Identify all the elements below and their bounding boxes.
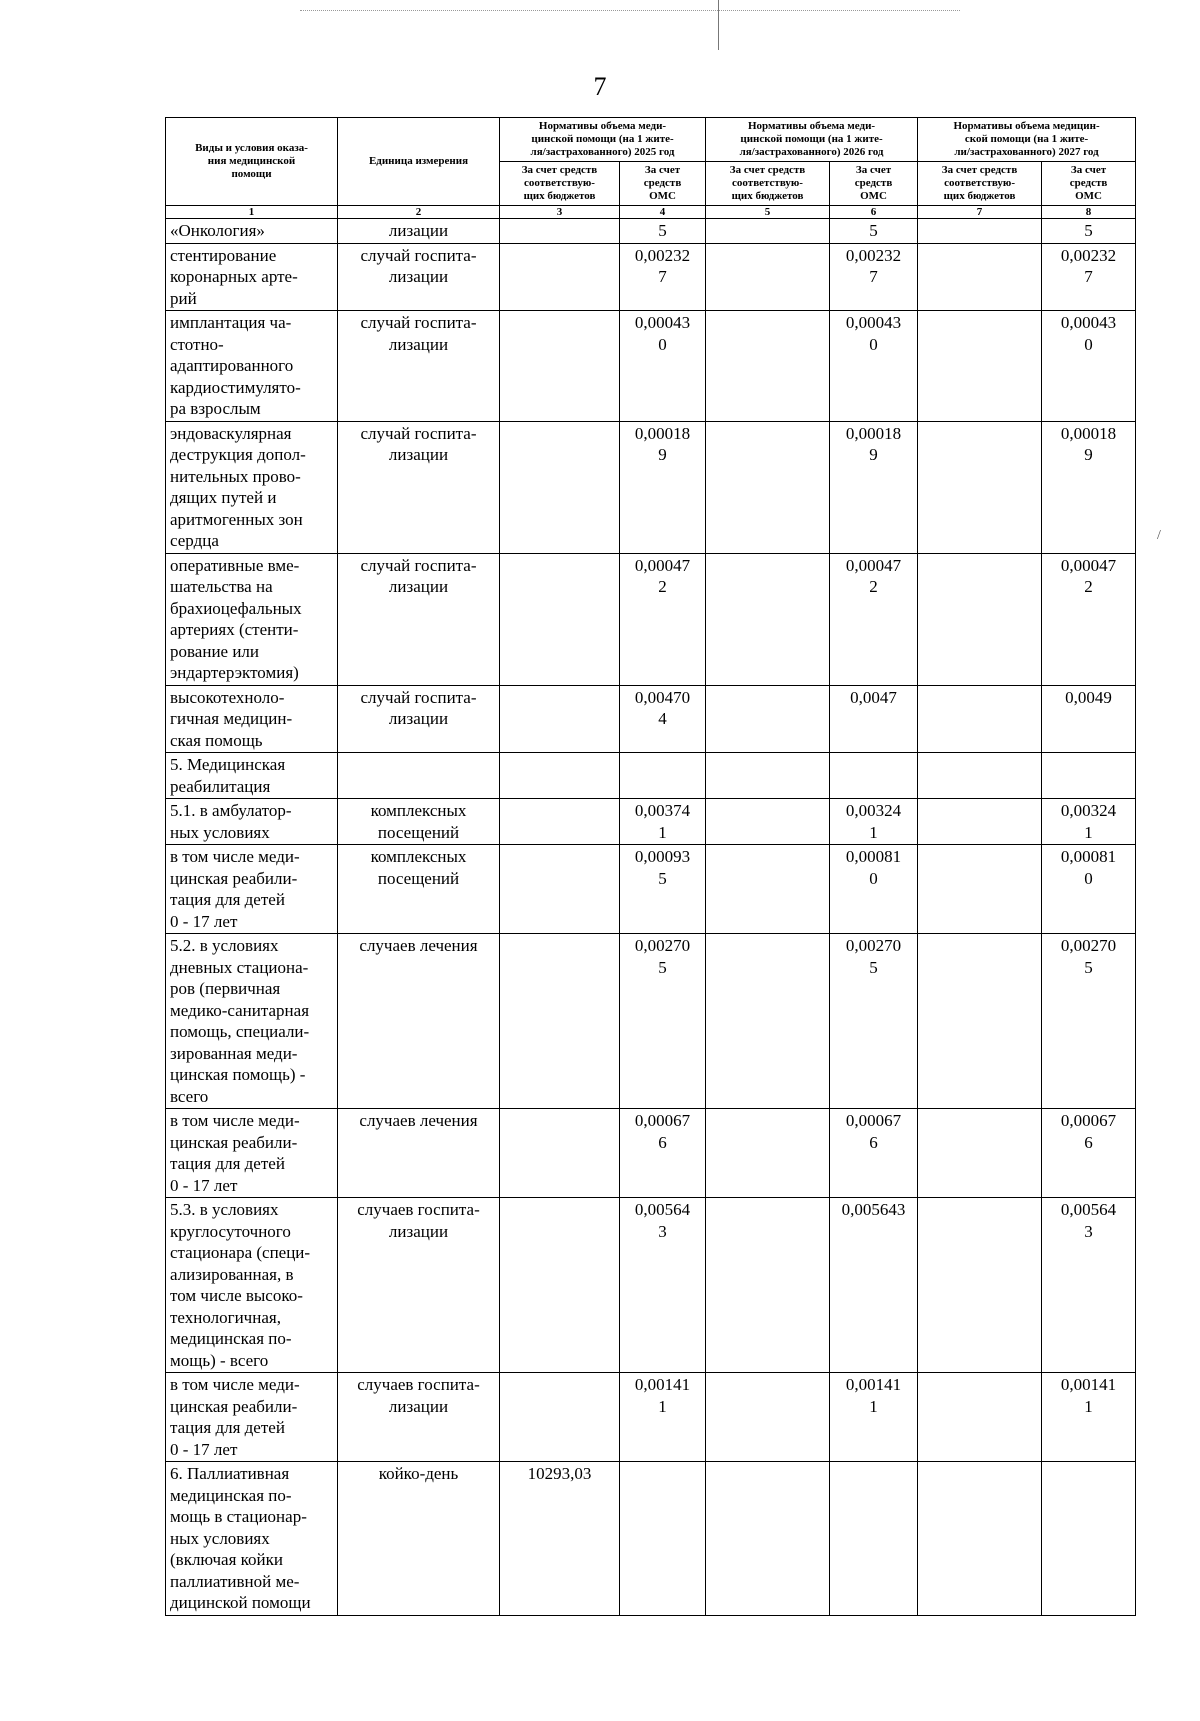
- table-row: [166, 219, 1136, 244]
- row-name-cell: оперативные вме- шательства на брахиоцефальных артериях (стенти- рование или эндартерэктомия): [166, 553, 338, 685]
- row-unit-cell: случай госпита- лизации: [338, 243, 500, 311]
- column-number: 1: [166, 206, 338, 219]
- row-name-cell: «Онкология»: [166, 219, 338, 244]
- budget-2026-cell: [706, 799, 830, 845]
- budget-2026-cell: [706, 685, 830, 753]
- header-unit: Единица измерения: [338, 118, 500, 206]
- row-unit-cell: комплексных посещений: [338, 845, 500, 934]
- row-unit-cell: случаев госпита- лизации: [338, 1373, 500, 1462]
- oms-2026-cell: 0,00232 7: [830, 243, 918, 311]
- table-row: [166, 753, 1136, 799]
- budget-2027-cell: [918, 1198, 1042, 1373]
- row-name-cell: эндоваскулярная деструкция допол- нительных прово- дящих путей и аритмогенных зон сердца: [166, 421, 338, 553]
- table-row: [166, 311, 1136, 422]
- row-name-cell: в том числе меди- цинская реабили- тация для детей 0 - 17 лет: [166, 1109, 338, 1198]
- table-row: [166, 799, 1136, 845]
- oms-2025-cell: 0,00018 9: [620, 421, 706, 553]
- header-group-2026: Нормативы объема меди- цинской помощи (на 1 жите- ля/застрахованного) 2026 год: [706, 118, 918, 162]
- oms-2026-cell: 0,00047 2: [830, 553, 918, 685]
- budget-2025-cell: [500, 553, 620, 685]
- page-number: 7: [593, 72, 607, 101]
- oms-2027-cell: 0,00324 1: [1042, 799, 1136, 845]
- budget-2026-cell: [706, 421, 830, 553]
- budget-2027-cell: [918, 934, 1042, 1109]
- oms-2026-cell: 0,00043 0: [830, 311, 918, 422]
- budget-2025-cell: [500, 311, 620, 422]
- budget-2025-cell: [500, 753, 620, 799]
- budget-2026-cell: [706, 553, 830, 685]
- header-oms-2025: За счет средств ОМС: [620, 162, 706, 206]
- row-unit-cell: случаев госпита- лизации: [338, 1198, 500, 1373]
- oms-2027-cell: 0,00270 5: [1042, 934, 1136, 1109]
- oms-2026-cell: 0,00270 5: [830, 934, 918, 1109]
- budget-2025-cell: [500, 799, 620, 845]
- budget-2025-cell: [500, 219, 620, 244]
- row-unit-cell: случай госпита- лизации: [338, 553, 500, 685]
- row-unit-cell: случай госпита- лизации: [338, 685, 500, 753]
- oms-2027-cell: 0,00067 6: [1042, 1109, 1136, 1198]
- table-row: [166, 243, 1136, 311]
- budget-2027-cell: [918, 553, 1042, 685]
- scan-border-line: [300, 10, 960, 11]
- column-number: 7: [918, 206, 1042, 219]
- oms-2026-cell: 0,0047: [830, 685, 918, 753]
- budget-2026-cell: [706, 1373, 830, 1462]
- oms-2026-cell: 0,00067 6: [830, 1109, 918, 1198]
- oms-2027-cell: 0,00141 1: [1042, 1373, 1136, 1462]
- table-row: [166, 1198, 1136, 1373]
- table-row: [166, 1373, 1136, 1462]
- table-row: [166, 553, 1136, 685]
- oms-2025-cell: 0,00047 2: [620, 553, 706, 685]
- budget-2025-cell: [500, 1109, 620, 1198]
- oms-2025-cell: 0,00232 7: [620, 243, 706, 311]
- table-row: [166, 421, 1136, 553]
- oms-2027-cell: 0,0049: [1042, 685, 1136, 753]
- budget-2027-cell: [918, 1462, 1042, 1616]
- oms-2025-cell: [620, 753, 706, 799]
- oms-2025-cell: 0,00093 5: [620, 845, 706, 934]
- oms-2027-cell: 0,00081 0: [1042, 845, 1136, 934]
- budget-2026-cell: [706, 243, 830, 311]
- budget-2025-cell: [500, 243, 620, 311]
- row-name-cell: в том числе меди- цинская реабили- тация для детей 0 - 17 лет: [166, 1373, 338, 1462]
- header-kind-conditions: Виды и условия оказа- ния медицинской помощи: [166, 118, 338, 206]
- oms-2026-cell: [830, 753, 918, 799]
- oms-2027-cell: 0,00018 9: [1042, 421, 1136, 553]
- row-name-cell: 5.1. в амбулатор- ных условиях: [166, 799, 338, 845]
- budget-2027-cell: [918, 243, 1042, 311]
- column-number: 5: [706, 206, 830, 219]
- oms-2025-cell: 0,00374 1: [620, 799, 706, 845]
- budget-2026-cell: [706, 1109, 830, 1198]
- table-row: [166, 845, 1136, 934]
- oms-2025-cell: 0,00564 3: [620, 1198, 706, 1373]
- row-name-cell: стентирование коронарных арте- рий: [166, 243, 338, 311]
- budget-2027-cell: [918, 799, 1042, 845]
- budget-2026-cell: [706, 311, 830, 422]
- oms-2026-cell: 0,00324 1: [830, 799, 918, 845]
- row-unit-cell: случай госпита- лизации: [338, 421, 500, 553]
- header-group-2027: Нормативы объема медицин- ской помощи (на 1 жите- ли/застрахованного) 2027 год: [918, 118, 1136, 162]
- column-number: 6: [830, 206, 918, 219]
- table-row: [166, 934, 1136, 1109]
- scan-mark: [718, 0, 719, 50]
- oms-2027-cell: 0,00043 0: [1042, 311, 1136, 422]
- budget-2027-cell: [918, 311, 1042, 422]
- budget-2027-cell: [918, 421, 1042, 553]
- budget-2025-cell: [500, 685, 620, 753]
- oms-2025-cell: 0,00470 4: [620, 685, 706, 753]
- row-unit-cell: койко-день: [338, 1462, 500, 1616]
- header-budget-2027: За счет средств соответствую- щих бюджетов: [918, 162, 1042, 206]
- scan-mark: /: [1157, 528, 1161, 543]
- budget-2026-cell: [706, 753, 830, 799]
- oms-2027-cell: 0,00564 3: [1042, 1198, 1136, 1373]
- oms-2025-cell: [620, 1462, 706, 1616]
- table-body: [166, 219, 1136, 1616]
- budget-2025-cell: [500, 421, 620, 553]
- oms-2027-cell: [1042, 753, 1136, 799]
- budget-2026-cell: [706, 845, 830, 934]
- oms-2025-cell: 0,00067 6: [620, 1109, 706, 1198]
- column-number: 2: [338, 206, 500, 219]
- oms-2027-cell: 5: [1042, 219, 1136, 244]
- oms-2026-cell: 0,00141 1: [830, 1373, 918, 1462]
- budget-2027-cell: [918, 753, 1042, 799]
- column-number-row: [166, 206, 1136, 219]
- norms-table: [165, 117, 1136, 1616]
- header-oms-2027: За счет средств ОМС: [1042, 162, 1136, 206]
- row-unit-cell: лизации: [338, 219, 500, 244]
- row-name-cell: 6. Паллиативная медицинская по- мощь в стационар- ных условиях (включая койки паллиативной ме- дицинской помощи: [166, 1462, 338, 1616]
- oms-2027-cell: 0,00047 2: [1042, 553, 1136, 685]
- row-name-cell: 5.3. в условиях круглосуточного стационара (специ- ализированная, в том числе высоко- технологичная, медицинская по- мощь) - всего: [166, 1198, 338, 1373]
- row-name-cell: 5.2. в условиях дневных стациона- ров (первичная медико-санитарная помощь, специали- зированная меди- цинская помощь) - всего: [166, 934, 338, 1109]
- oms-2025-cell: 5: [620, 219, 706, 244]
- oms-2026-cell: 0,00081 0: [830, 845, 918, 934]
- column-number: 4: [620, 206, 706, 219]
- row-name-cell: в том числе меди- цинская реабили- тация для детей 0 - 17 лет: [166, 845, 338, 934]
- header-group-2025: Нормативы объема меди- цинской помощи (на 1 жите- ля/застрахованного) 2025 год: [500, 118, 706, 162]
- oms-2025-cell: 0,00270 5: [620, 934, 706, 1109]
- oms-2026-cell: [830, 1462, 918, 1616]
- budget-2025-cell: [500, 1373, 620, 1462]
- table-row: [166, 1109, 1136, 1198]
- row-unit-cell: случаев лечения: [338, 934, 500, 1109]
- budget-2027-cell: [918, 219, 1042, 244]
- table-row: [166, 685, 1136, 753]
- row-name-cell: высокотехноло- гичная медицин- ская помощь: [166, 685, 338, 753]
- header-oms-2026: За счет средств ОМС: [830, 162, 918, 206]
- column-number: 8: [1042, 206, 1136, 219]
- budget-2026-cell: [706, 934, 830, 1109]
- row-unit-cell: случай госпита- лизации: [338, 311, 500, 422]
- table-row: [166, 1462, 1136, 1616]
- budget-2027-cell: [918, 1373, 1042, 1462]
- row-name-cell: 5. Медицинская реабилитация: [166, 753, 338, 799]
- header-budget-2026: За счет средств соответствую- щих бюджетов: [706, 162, 830, 206]
- header-budget-2025: За счет средств соответствую- щих бюджетов: [500, 162, 620, 206]
- budget-2025-cell: 10293,03: [500, 1462, 620, 1616]
- budget-2026-cell: [706, 219, 830, 244]
- budget-2027-cell: [918, 1109, 1042, 1198]
- budget-2027-cell: [918, 845, 1042, 934]
- oms-2027-cell: [1042, 1462, 1136, 1616]
- oms-2026-cell: 5: [830, 219, 918, 244]
- column-number: 3: [500, 206, 620, 219]
- oms-2026-cell: 0,005643: [830, 1198, 918, 1373]
- budget-2026-cell: [706, 1462, 830, 1616]
- budget-2026-cell: [706, 1198, 830, 1373]
- budget-2025-cell: [500, 934, 620, 1109]
- header-row-groups: [166, 118, 1136, 162]
- oms-2025-cell: 0,00043 0: [620, 311, 706, 422]
- row-unit-cell: [338, 753, 500, 799]
- budget-2027-cell: [918, 685, 1042, 753]
- oms-2025-cell: 0,00141 1: [620, 1373, 706, 1462]
- row-unit-cell: случаев лечения: [338, 1109, 500, 1198]
- row-unit-cell: комплексных посещений: [338, 799, 500, 845]
- budget-2025-cell: [500, 845, 620, 934]
- row-name-cell: имплантация ча- стотно- адаптированного кардиостимулято- ра взрослым: [166, 311, 338, 422]
- budget-2025-cell: [500, 1198, 620, 1373]
- oms-2026-cell: 0,00018 9: [830, 421, 918, 553]
- oms-2027-cell: 0,00232 7: [1042, 243, 1136, 311]
